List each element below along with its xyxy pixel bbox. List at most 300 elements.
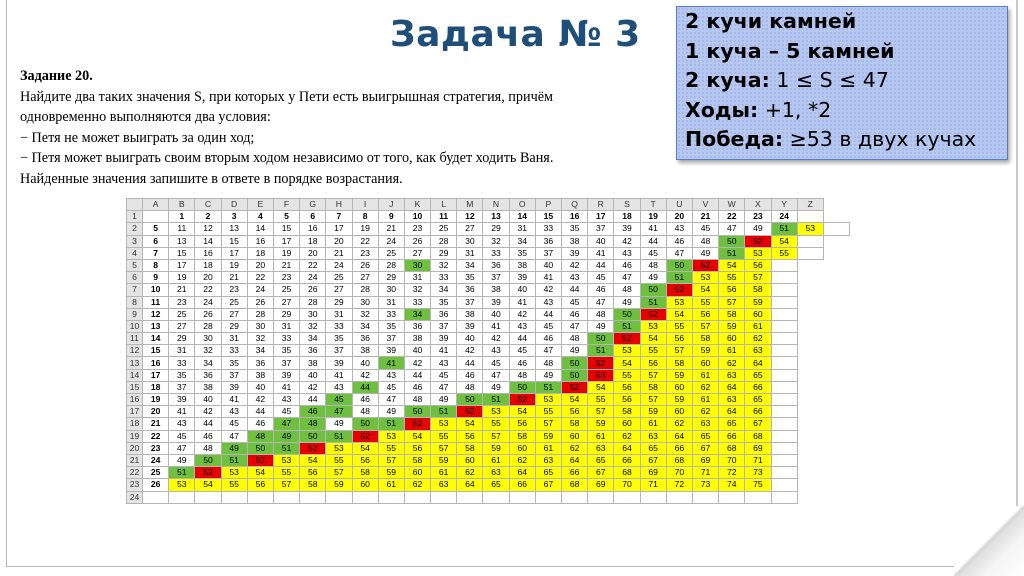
cell[interactable]: 41: [535, 272, 561, 284]
row-header[interactable]: 20: [127, 442, 143, 454]
cell[interactable]: 64: [457, 479, 483, 491]
cell[interactable]: 37: [221, 369, 247, 381]
cell[interactable]: 43: [221, 406, 247, 418]
cell[interactable]: 70: [614, 479, 640, 491]
cell[interactable]: 25: [221, 296, 247, 308]
cell[interactable]: [719, 491, 745, 503]
cell[interactable]: 21: [169, 284, 195, 296]
column-header[interactable]: B: [169, 199, 195, 211]
cell[interactable]: 63: [640, 430, 666, 442]
cell[interactable]: 33: [404, 296, 430, 308]
cell[interactable]: [457, 491, 483, 503]
cell[interactable]: 39: [221, 381, 247, 393]
cell[interactable]: 57: [666, 345, 692, 357]
cell[interactable]: 13: [143, 320, 169, 332]
cell[interactable]: [352, 491, 378, 503]
cell[interactable]: 50: [562, 357, 588, 369]
cell[interactable]: 40: [509, 284, 535, 296]
cell[interactable]: 18: [195, 259, 221, 271]
cell[interactable]: 43: [169, 418, 195, 430]
cell[interactable]: 40: [247, 381, 273, 393]
cell[interactable]: 23: [745, 211, 771, 223]
cell[interactable]: 69: [745, 442, 771, 454]
cell[interactable]: 45: [273, 406, 299, 418]
cell[interactable]: 49: [221, 442, 247, 454]
cell[interactable]: 55: [719, 272, 745, 284]
cell[interactable]: 53: [640, 320, 666, 332]
cell[interactable]: 30: [195, 333, 221, 345]
cell[interactable]: 6: [143, 235, 169, 247]
cell[interactable]: 43: [666, 223, 692, 235]
cell[interactable]: 57: [588, 406, 614, 418]
cell[interactable]: 66: [719, 430, 745, 442]
cell[interactable]: 27: [457, 223, 483, 235]
cell[interactable]: 53: [483, 406, 509, 418]
column-header[interactable]: T: [640, 199, 666, 211]
cell[interactable]: 45: [562, 296, 588, 308]
column-header[interactable]: N: [483, 199, 509, 211]
cell[interactable]: 1: [169, 211, 195, 223]
cell[interactable]: 33: [221, 345, 247, 357]
cell[interactable]: 26: [352, 259, 378, 271]
column-header[interactable]: W: [719, 199, 745, 211]
cell[interactable]: 41: [378, 357, 404, 369]
cell[interactable]: [771, 296, 797, 308]
cell[interactable]: 30: [352, 296, 378, 308]
cell[interactable]: 19: [169, 272, 195, 284]
row-header[interactable]: 2: [127, 223, 143, 235]
cell[interactable]: [771, 467, 797, 479]
cell[interactable]: 26: [143, 479, 169, 491]
cell[interactable]: 46: [509, 357, 535, 369]
cell[interactable]: 14: [509, 211, 535, 223]
cell[interactable]: 59: [535, 430, 561, 442]
cell[interactable]: 51: [483, 394, 509, 406]
cell[interactable]: [404, 491, 430, 503]
cell[interactable]: 51: [378, 418, 404, 430]
cell[interactable]: 56: [640, 357, 666, 369]
cell[interactable]: 46: [300, 406, 326, 418]
cell[interactable]: 61: [378, 479, 404, 491]
cell[interactable]: 32: [431, 259, 457, 271]
cell[interactable]: 38: [247, 369, 273, 381]
cell[interactable]: 68: [666, 454, 692, 466]
cell[interactable]: 55: [666, 320, 692, 332]
cell[interactable]: 41: [640, 223, 666, 235]
cell[interactable]: 34: [457, 259, 483, 271]
cell[interactable]: 23: [273, 272, 299, 284]
cell[interactable]: 47: [326, 406, 352, 418]
cell[interactable]: [195, 491, 221, 503]
cell[interactable]: 29: [483, 223, 509, 235]
cell[interactable]: 50: [352, 418, 378, 430]
cell[interactable]: 42: [562, 259, 588, 271]
cell[interactable]: 55: [535, 406, 561, 418]
cell[interactable]: 26: [300, 284, 326, 296]
cell[interactable]: 20: [195, 272, 221, 284]
cell[interactable]: 66: [745, 406, 771, 418]
cell[interactable]: 58: [404, 454, 430, 466]
cell[interactable]: 62: [614, 430, 640, 442]
row-header[interactable]: 22: [127, 467, 143, 479]
column-header[interactable]: E: [247, 199, 273, 211]
cell[interactable]: 42: [614, 235, 640, 247]
cell[interactable]: 62: [457, 467, 483, 479]
cell[interactable]: 64: [666, 430, 692, 442]
cell[interactable]: [771, 406, 797, 418]
row-header[interactable]: 12: [127, 345, 143, 357]
cell[interactable]: 40: [404, 345, 430, 357]
column-header[interactable]: F: [273, 199, 299, 211]
cell[interactable]: 17: [273, 235, 299, 247]
cell[interactable]: 39: [273, 369, 299, 381]
cell[interactable]: 66: [562, 467, 588, 479]
cell[interactable]: 45: [588, 272, 614, 284]
cell[interactable]: 63: [535, 454, 561, 466]
cell[interactable]: 51: [273, 442, 299, 454]
column-header[interactable]: Q: [562, 199, 588, 211]
cell[interactable]: 58: [614, 406, 640, 418]
cell[interactable]: 37: [169, 381, 195, 393]
cell[interactable]: 12: [457, 211, 483, 223]
cell[interactable]: 60: [352, 479, 378, 491]
cell[interactable]: 67: [692, 442, 718, 454]
cell[interactable]: 54: [352, 442, 378, 454]
cell[interactable]: 18: [300, 235, 326, 247]
cell[interactable]: 60: [457, 454, 483, 466]
cell[interactable]: 69: [692, 454, 718, 466]
cell[interactable]: 41: [273, 381, 299, 393]
cell[interactable]: 57: [431, 442, 457, 454]
cell[interactable]: [247, 491, 273, 503]
cell[interactable]: 15: [221, 235, 247, 247]
cell[interactable]: 63: [588, 442, 614, 454]
cell[interactable]: 42: [352, 369, 378, 381]
cell[interactable]: [771, 442, 797, 454]
cell[interactable]: 49: [378, 406, 404, 418]
cell[interactable]: 62: [692, 406, 718, 418]
cell[interactable]: 63: [719, 369, 745, 381]
cell[interactable]: 53: [666, 296, 692, 308]
cell[interactable]: 47: [588, 296, 614, 308]
cell[interactable]: 60: [404, 467, 430, 479]
column-header[interactable]: H: [326, 199, 352, 211]
cell[interactable]: 55: [588, 394, 614, 406]
cell[interactable]: [221, 491, 247, 503]
cell[interactable]: 22: [195, 284, 221, 296]
cell[interactable]: 38: [509, 259, 535, 271]
cell[interactable]: 21: [221, 272, 247, 284]
cell[interactable]: 53: [797, 223, 823, 235]
cell[interactable]: 58: [692, 333, 718, 345]
cell[interactable]: 53: [431, 418, 457, 430]
cell[interactable]: 43: [273, 394, 299, 406]
cell[interactable]: [640, 491, 666, 503]
cell[interactable]: 65: [745, 369, 771, 381]
cell[interactable]: 37: [588, 223, 614, 235]
cell[interactable]: 31: [457, 247, 483, 259]
cell[interactable]: 9: [143, 272, 169, 284]
cell[interactable]: 23: [221, 284, 247, 296]
cell[interactable]: [431, 491, 457, 503]
cell[interactable]: [771, 259, 797, 271]
cell[interactable]: 44: [562, 284, 588, 296]
cell[interactable]: 51: [719, 247, 745, 259]
cell[interactable]: 27: [221, 308, 247, 320]
cell[interactable]: 54: [640, 333, 666, 345]
cell[interactable]: 27: [326, 284, 352, 296]
cell[interactable]: 48: [614, 284, 640, 296]
cell[interactable]: 54: [614, 357, 640, 369]
cell[interactable]: 38: [562, 235, 588, 247]
cell[interactable]: 34: [195, 357, 221, 369]
cell[interactable]: 54: [247, 467, 273, 479]
cell[interactable]: 42: [247, 394, 273, 406]
cell[interactable]: 13: [221, 223, 247, 235]
cell[interactable]: 37: [431, 320, 457, 332]
cell[interactable]: 12: [143, 308, 169, 320]
cell[interactable]: 71: [692, 467, 718, 479]
cell[interactable]: 65: [640, 442, 666, 454]
cell[interactable]: 50: [195, 454, 221, 466]
cell[interactable]: 39: [483, 296, 509, 308]
cell[interactable]: 33: [431, 272, 457, 284]
cell[interactable]: 47: [431, 381, 457, 393]
cell[interactable]: 59: [719, 320, 745, 332]
cell[interactable]: 23: [143, 442, 169, 454]
cell[interactable]: 43: [509, 320, 535, 332]
cell[interactable]: 51: [326, 430, 352, 442]
cell[interactable]: 36: [404, 320, 430, 332]
cell[interactable]: 47: [614, 272, 640, 284]
cell[interactable]: 52: [247, 454, 273, 466]
row-header[interactable]: 18: [127, 418, 143, 430]
row-header[interactable]: 11: [127, 333, 143, 345]
cell[interactable]: 53: [221, 467, 247, 479]
cell[interactable]: 23: [404, 223, 430, 235]
cell[interactable]: 48: [300, 418, 326, 430]
cell[interactable]: 4: [247, 211, 273, 223]
cell[interactable]: 56: [300, 467, 326, 479]
cell[interactable]: 48: [404, 394, 430, 406]
cell[interactable]: 49: [562, 345, 588, 357]
row-header[interactable]: 8: [127, 296, 143, 308]
cell[interactable]: 55: [640, 345, 666, 357]
cell[interactable]: 52: [588, 357, 614, 369]
column-header[interactable]: G: [300, 199, 326, 211]
cell[interactable]: 30: [378, 284, 404, 296]
cell[interactable]: 19: [640, 211, 666, 223]
cell[interactable]: 57: [745, 272, 771, 284]
cell[interactable]: 64: [719, 406, 745, 418]
cell[interactable]: [771, 381, 797, 393]
cell[interactable]: [771, 333, 797, 345]
cell[interactable]: [771, 357, 797, 369]
cell[interactable]: 44: [247, 406, 273, 418]
cell[interactable]: 56: [509, 418, 535, 430]
cell[interactable]: 46: [666, 235, 692, 247]
cell[interactable]: 29: [169, 333, 195, 345]
cell[interactable]: 36: [352, 333, 378, 345]
cell[interactable]: 19: [273, 247, 299, 259]
cell[interactable]: 28: [247, 308, 273, 320]
cell[interactable]: 66: [614, 454, 640, 466]
cell[interactable]: 34: [300, 333, 326, 345]
cell[interactable]: 14: [143, 333, 169, 345]
cell[interactable]: [169, 491, 195, 503]
cell[interactable]: 56: [719, 284, 745, 296]
cell[interactable]: 25: [143, 467, 169, 479]
cell[interactable]: 58: [745, 284, 771, 296]
row-header[interactable]: 15: [127, 381, 143, 393]
cell[interactable]: 53: [535, 394, 561, 406]
cell[interactable]: 51: [221, 454, 247, 466]
column-header[interactable]: I: [352, 199, 378, 211]
cell[interactable]: 53: [614, 345, 640, 357]
cell[interactable]: 28: [300, 296, 326, 308]
cell[interactable]: 68: [719, 442, 745, 454]
column-header[interactable]: O: [509, 199, 535, 211]
cell[interactable]: 55: [378, 442, 404, 454]
cell[interactable]: 18: [247, 247, 273, 259]
cell[interactable]: 48: [352, 406, 378, 418]
cell[interactable]: 15: [535, 211, 561, 223]
cell[interactable]: 23: [352, 247, 378, 259]
cell[interactable]: 59: [640, 406, 666, 418]
cell[interactable]: 16: [300, 223, 326, 235]
cell[interactable]: 17: [143, 369, 169, 381]
cell[interactable]: 42: [457, 345, 483, 357]
cell[interactable]: [535, 491, 561, 503]
cell[interactable]: 8: [143, 259, 169, 271]
cell[interactable]: 15: [143, 345, 169, 357]
cell[interactable]: 54: [692, 284, 718, 296]
cell[interactable]: 35: [378, 320, 404, 332]
column-header[interactable]: J: [378, 199, 404, 211]
column-header[interactable]: S: [614, 199, 640, 211]
cell[interactable]: 57: [640, 369, 666, 381]
cell[interactable]: 61: [535, 442, 561, 454]
cell[interactable]: 42: [195, 406, 221, 418]
cell[interactable]: 3: [221, 211, 247, 223]
cell[interactable]: 7: [326, 211, 352, 223]
cell[interactable]: 25: [169, 308, 195, 320]
cell[interactable]: 13: [169, 235, 195, 247]
row-header[interactable]: 3: [127, 235, 143, 247]
cell[interactable]: 31: [509, 223, 535, 235]
row-header[interactable]: 14: [127, 369, 143, 381]
cell[interactable]: 33: [169, 357, 195, 369]
cell[interactable]: 53: [588, 369, 614, 381]
cell[interactable]: [692, 491, 718, 503]
cell[interactable]: 25: [273, 284, 299, 296]
cell[interactable]: 54: [666, 308, 692, 320]
cell[interactable]: 63: [431, 479, 457, 491]
cell[interactable]: 51: [431, 406, 457, 418]
cell[interactable]: [483, 491, 509, 503]
cell[interactable]: 57: [483, 430, 509, 442]
cell[interactable]: 31: [326, 308, 352, 320]
cell[interactable]: 56: [352, 454, 378, 466]
cell[interactable]: 49: [431, 394, 457, 406]
cell[interactable]: 10: [143, 284, 169, 296]
cell[interactable]: 12: [195, 223, 221, 235]
cell[interactable]: 38: [457, 308, 483, 320]
cell[interactable]: 49: [535, 369, 561, 381]
cell[interactable]: 49: [588, 320, 614, 332]
cell[interactable]: 49: [483, 381, 509, 393]
column-header[interactable]: L: [431, 199, 457, 211]
cell[interactable]: 44: [404, 369, 430, 381]
cell[interactable]: 31: [221, 333, 247, 345]
cell[interactable]: 39: [326, 357, 352, 369]
cell[interactable]: 62: [509, 454, 535, 466]
cell[interactable]: [326, 491, 352, 503]
cell[interactable]: 56: [562, 406, 588, 418]
cell[interactable]: 40: [352, 357, 378, 369]
cell[interactable]: 37: [457, 296, 483, 308]
cell[interactable]: 18: [143, 381, 169, 393]
cell[interactable]: 67: [535, 479, 561, 491]
cell[interactable]: 5: [143, 223, 169, 235]
cell[interactable]: 49: [273, 430, 299, 442]
cell[interactable]: 70: [719, 454, 745, 466]
cell[interactable]: 25: [431, 223, 457, 235]
cell[interactable]: 58: [719, 308, 745, 320]
cell[interactable]: 47: [719, 223, 745, 235]
cell[interactable]: 51: [666, 272, 692, 284]
cell[interactable]: 21: [143, 418, 169, 430]
cell[interactable]: 47: [562, 320, 588, 332]
cell[interactable]: 52: [640, 308, 666, 320]
cell[interactable]: 47: [273, 418, 299, 430]
cell[interactable]: 16: [195, 247, 221, 259]
cell[interactable]: 60: [666, 381, 692, 393]
cell[interactable]: 49: [169, 454, 195, 466]
cell[interactable]: [771, 308, 797, 320]
cell[interactable]: 33: [326, 320, 352, 332]
cell[interactable]: 72: [719, 467, 745, 479]
cell[interactable]: 58: [509, 430, 535, 442]
cell[interactable]: 15: [273, 223, 299, 235]
cell[interactable]: [509, 491, 535, 503]
cell[interactable]: 34: [431, 284, 457, 296]
cell[interactable]: 50: [719, 235, 745, 247]
cell[interactable]: 44: [195, 418, 221, 430]
cell[interactable]: 27: [169, 320, 195, 332]
cell[interactable]: 41: [169, 406, 195, 418]
cell[interactable]: 50: [457, 394, 483, 406]
cell[interactable]: 20: [666, 211, 692, 223]
cell[interactable]: 33: [273, 333, 299, 345]
cell[interactable]: [273, 491, 299, 503]
cell[interactable]: [614, 491, 640, 503]
cell[interactable]: 40: [457, 333, 483, 345]
cell[interactable]: 45: [431, 369, 457, 381]
cell[interactable]: 64: [745, 357, 771, 369]
cell[interactable]: 51: [588, 345, 614, 357]
cell[interactable]: 21: [692, 211, 718, 223]
cell[interactable]: 14: [195, 235, 221, 247]
cell[interactable]: 66: [666, 442, 692, 454]
cell[interactable]: 55: [614, 369, 640, 381]
cell[interactable]: 67: [640, 454, 666, 466]
cell[interactable]: 22: [247, 272, 273, 284]
cell[interactable]: [588, 491, 614, 503]
cell[interactable]: 28: [195, 320, 221, 332]
cell[interactable]: 40: [300, 369, 326, 381]
cell[interactable]: 62: [666, 418, 692, 430]
